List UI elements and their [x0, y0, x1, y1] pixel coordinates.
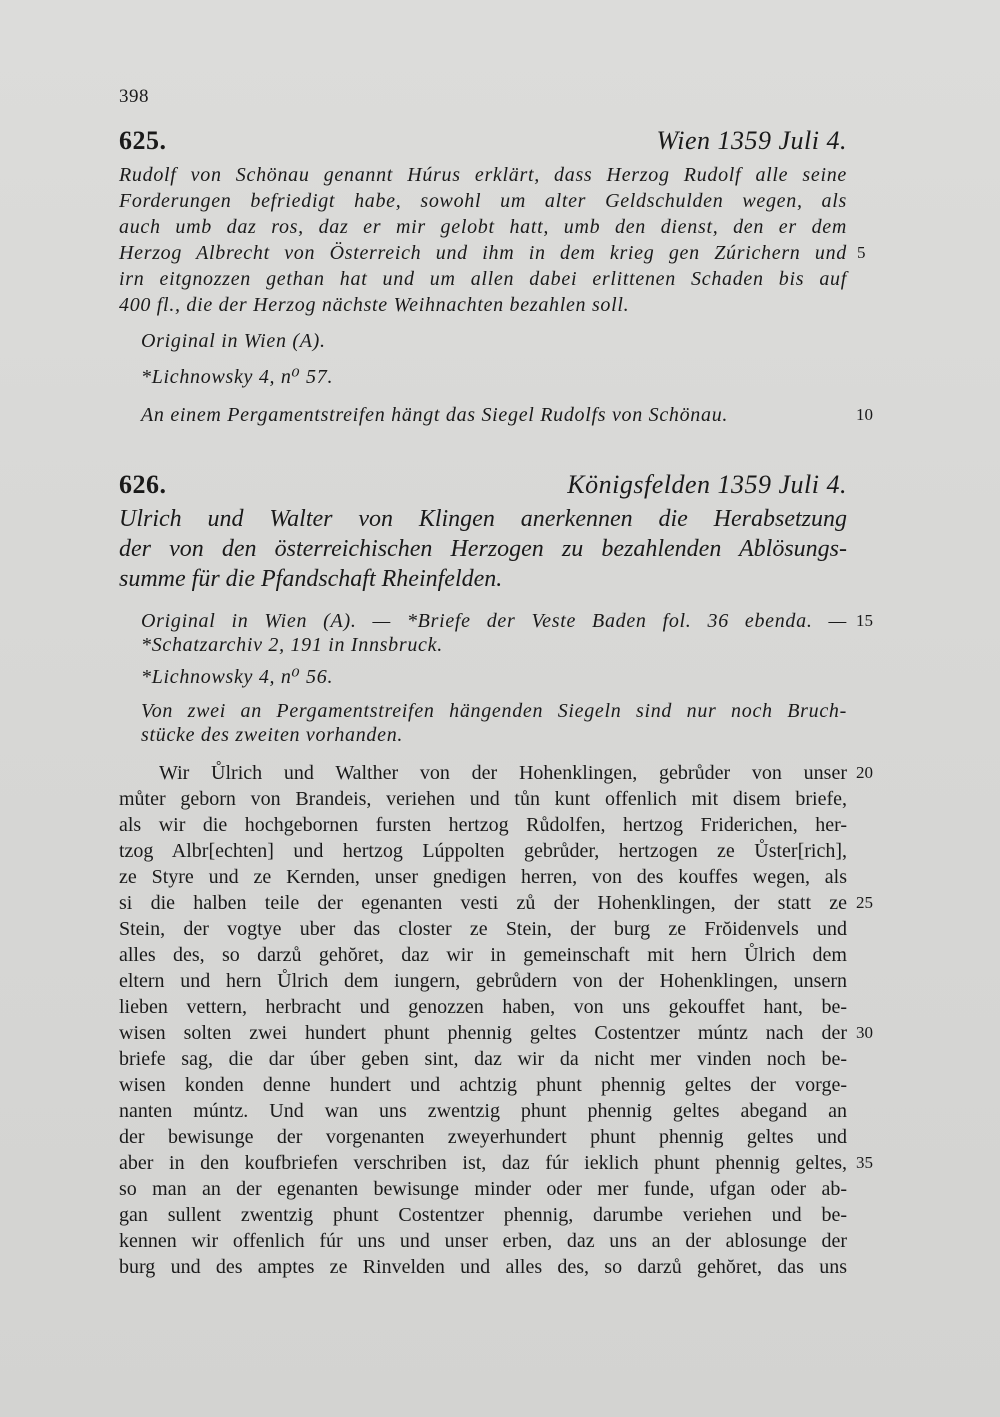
text-line: kennen wir offenlich fúr uns und unser erben, daz uns an der ablosunge der — [119, 1230, 847, 1252]
text-line: můter geborn von Brandeis, veriehen und tůn kunt offenlich mit disem briefe, — [119, 788, 847, 810]
document-date: Wien 1359 Juli 4. — [656, 126, 847, 155]
margin-line-number: 35 — [856, 1153, 873, 1172]
margin-line-number: 15 — [856, 611, 873, 630]
text-line: wisen solten zwei hundert phunt phennig geltes Costentzer múntz nach der — [119, 1022, 847, 1044]
regest-line: auch umb daz ros, daz er mir gelobt hatt, umb den dienst, den er dem — [119, 216, 847, 238]
text-line: als wir die hochgebornen fursten hertzog Růdolfen, hertzog Friderichen, her- — [119, 814, 847, 836]
margin-line-number: 10 — [856, 405, 873, 424]
text-line: eltern und hern Ůlrich dem iungern, gebrůdern von der Hohenklingen, unsern — [119, 970, 847, 992]
text-line: nanten múntz. Und wan uns zwentzig phunt phennig geltes abegand an — [119, 1100, 847, 1122]
note-line: Original in Wien (A). — [141, 330, 326, 352]
margin-line-number: 30 — [856, 1023, 873, 1042]
note-line: *Lichnowsky 4, n⁰ 57. — [141, 366, 334, 388]
regest-line: 400 fl., die der Herzog nächste Weihnachten bezahlen soll. — [119, 294, 630, 316]
note-line: An einem Pergamentstreifen hängt das Siegel Rudolfs von Schönau. — [141, 404, 729, 426]
regest-line: summe für die Pfandschaft Rheinfelden. — [119, 566, 503, 592]
regest-line: der von den österreichischen Herzogen zu bezahlenden Ablösungs- — [119, 536, 847, 562]
document-625-header — [119, 126, 847, 160]
text-line: aber in den koufbriefen verschriben ist, daz fúr ieklich phunt phennig geltes, — [119, 1152, 847, 1174]
text-line: wisen konden denne hundert und achtzig phunt phennig geltes der vorge- — [119, 1074, 847, 1096]
margin-line-number: 25 — [856, 893, 873, 912]
regest-line: Ulrich und Walter von Klingen anerkennen die Herabsetzung — [119, 506, 847, 532]
text-line: tzog Albr[echten] und hertzog Lúppolten gebrůder, hertzogen ze Ůster[rich], — [119, 840, 847, 862]
note-line: *Lichnowsky 4, n⁰ 56. — [141, 666, 334, 688]
text-line: der bewisunge der vorgenanten zweyerhundert phunt phennig geltes und — [119, 1126, 847, 1148]
document-number: 626. — [119, 470, 167, 499]
text-line: so man an der egenanten bewisunge minder oder mer funde, ufgan oder ab- — [119, 1178, 847, 1200]
text-line: briefe sag, die dar úber geben sint, daz wir da nicht mer vinden noch be- — [119, 1048, 847, 1070]
text-line: si die halben teile der egenanten vesti zů der Hohenklingen, der statt ze — [119, 892, 847, 914]
margin-line-number: 5 — [857, 243, 866, 262]
regest-line: Forderungen befriedigt habe, sowohl um alter Geldschulden wegen, als — [119, 190, 847, 212]
note-line: stücke des zweiten vorhanden. — [141, 724, 404, 746]
text-line: Wir Ůlrich und Walther von der Hohenklingen, gebrůder von unser — [159, 762, 847, 784]
text-line: lieben vettern, herbracht und genozzen haben, von uns gekouffet hant, be- — [119, 996, 847, 1018]
text-line: gan sullent zwentzig phunt Costentzer phennig, darumbe veriehen und be- — [119, 1204, 847, 1226]
page-number: 398 — [119, 86, 149, 107]
text-line: Stein, der vogtye uber das closter ze Stein, der burg ze Frŏidenvels und — [119, 918, 847, 940]
note-line: Von zwei an Pergamentstreifen hängenden Siegeln sind nur noch Bruch- — [141, 700, 847, 722]
text-line: burg und des amptes ze Rinvelden und alles des, so darzů gehŏret, das uns — [119, 1256, 847, 1278]
document-date: Königsfelden 1359 Juli 4. — [567, 470, 847, 499]
text-line: ze Styre und ze Kernden, unser gnedigen herren, von des kouffes wegen, als — [119, 866, 847, 888]
note-line: *Schatzarchiv 2, 191 in Innsbruck. — [141, 634, 443, 656]
document-number: 625. — [119, 126, 167, 155]
margin-line-number: 20 — [856, 763, 873, 782]
note-line: Original in Wien (A). — *Briefe der Veste Baden fol. 36 ebenda. — — [141, 610, 847, 632]
regest-line: Rudolf von Schönau genannt Húrus erklärt, dass Herzog Rudolf alle seine — [119, 164, 847, 186]
regest-line: irn eitgnozzen gethan hat und um allen dabei erlittenen Schaden bis auf — [119, 268, 847, 290]
text-line: alles des, so darzů gehŏret, daz wir in gemeinschaft mit hern Ůlrich dem — [119, 944, 847, 966]
document-626-header — [119, 470, 847, 504]
regest-line: Herzog Albrecht von Österreich und ihm in dem krieg gen Zúrichern und — [119, 242, 847, 264]
